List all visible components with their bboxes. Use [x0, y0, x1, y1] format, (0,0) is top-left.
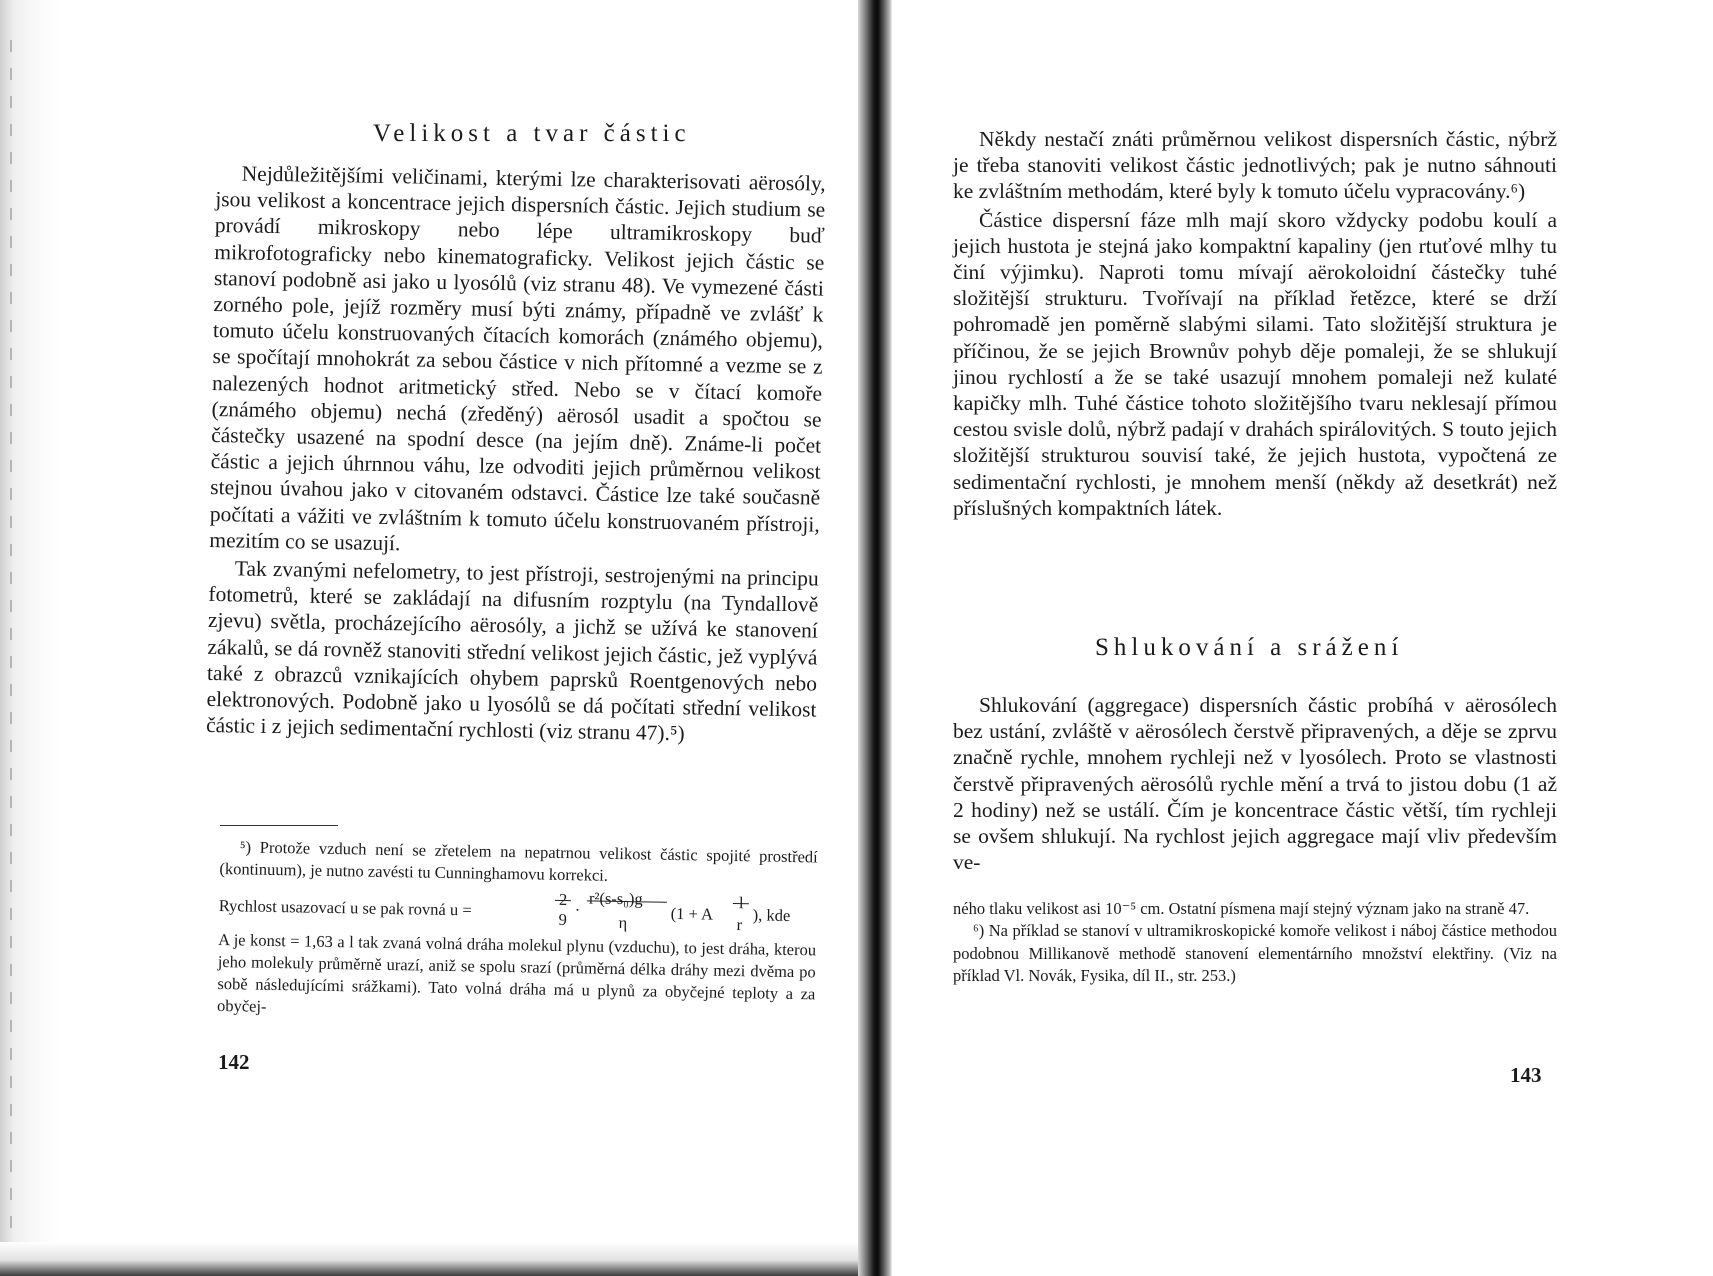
formula-tail: ), kde: [752, 904, 791, 925]
footnote-rule: [220, 825, 338, 826]
footnote-5-part-1: ⁵) Protože vzduch není se zřetelem na nepatrnou velikost částic spojité prostředí (kontinuum), je nutno zavésti tu Cunninghamovu korrekci.: [219, 837, 818, 886]
footnote-6: ⁶) Na příklad se stanoví v ultramikroskopické komoře velikost i náboj částice methodou podobnou Millikanově methodě stanovení elementárního množství elektřiny. (Viz na příklad Vl. Novák, Fysika, díl II., str. 253.): [953, 921, 1557, 985]
left-body-text: [206, 160, 826, 749]
formula-l-bar: [733, 903, 749, 904]
right-paragraph-1: Někdy nestačí znáti průměrnou velikost dispersních částic, nýbrž je třeba stanoviti velikost částic jednotlivých; pak je nutno sáhnouti ke zvláštním methodám, které byly k tomuto účelu vypracovány.⁶): [953, 127, 1557, 204]
page-number-left: 142: [218, 1050, 250, 1074]
formula-lead: Rychlost usazovací u se pak rovná u =: [218, 895, 472, 919]
right-paragraph-3: Shlukování (aggregace) dispersních částic probíhá v aërosólech bez ustání, zvláště v aërosólech čerstvě připravených, a děje se zprvu značně rychle, mnohem rychleji než v lyosólech. Proto se vlastnosti čerstvě připravených aërosólů rychle mění a trvá to jistou dobu (1 až 2 hodiny) než se ustálí. Čím je koncentrace částic větší, tím rychleji se ovšem shlukují. Na rychlost jejich aggregace mají vliv především ve-: [953, 693, 1557, 875]
left-paragraph-1: Nejdůležitějšími veličinami, kterými lze charakterisovati aërosóly, jsou velikost a koncentrace jejich dispersních částic. Jejich studium se provádí mikroskopy nebo lépe ultramikroskopy buď mikrofotograficky nebo kinematograficky. Velikost jejich částic se stanoví podobně asi jako u lyosólů (viz stranu 48). Ve vymezené části zorného pole, jejíž rozměry musí býti známy, případně ve zvlášť k tomuto účelu konstruovaných čítacích komorách (známého objemu), se spočítají mnohokrát za sebou částice v nich přítomné a vezme se z nalezených hodnot aritmetický střed. Nebo se v čítací komoře (známého objemu) nechá (zředěný) aërosól usadit a spočtou se částečky usazené na spodní desce (na jejím dně). Známe-li počet částic a jejich úhrnnou váhu, lze odvoditi jejich průměrnou velikost stejnou úvahou jako v citovaném odstavci. Částice lze také současně počítati a vážiti ve zvláštním k tomuto účelu konstruovaném přístroji, mezitím co se usazují.: [209, 161, 826, 556]
page-number-right: 143: [1510, 1063, 1542, 1087]
left-paragraph-2: Tak zvanými nefelometry, to jest přístroji, sestrojenými na principu fotometrů, které se zakládají na difusním rozptylu (na Tyndallově zjevu) světla, procházejícího aërosóly, a jichž se užívá ke stanovení zákalů, se dá rovněž stanoviti střední velikost jejich částic, jež vyplývá také z obrazců vznikajících ohybem paprsků Roentgenových nebo elektronových. Podobně jako u lyosólů se dá počítati střední velikost částic i z jejich sedimentační rychlosti (viz stranu 47).⁵): [205, 556, 819, 746]
footnote-5-continuation: ného tlaku velikost asi 10⁻⁵ cm. Ostatní písmena mají stejný význam jako na straně 47.: [953, 899, 1530, 918]
formula-parenthesis: (1 + A: [670, 903, 714, 924]
formula-fraction-numerator: 2: [558, 889, 568, 909]
right-page: [880, 0, 1713, 1276]
formula-numerator: r²(s-s₀)g: [588, 888, 643, 908]
section-heading-shlukovani: Shlukování a srážení: [1095, 634, 1404, 661]
right-body-text-bottom: [953, 692, 1557, 875]
book-gutter: [858, 0, 892, 1276]
formula-l-denominator: r: [736, 914, 743, 934]
section-heading-velikost: Velikost a tvar částic: [373, 120, 691, 147]
right-footnotes: [953, 898, 1557, 987]
footnote-5-part-2: A je konst = 1,63 a l tak zvaná volná dráha molekul plynu (vzduchu), to jest dráha, kterou jeho molekuly průměrně urazí, aniž se spolu srazí (průměrná délka dráhy mezi dvěma po sobě následujícími srážkami). Tato volná dráha má u plynů za obyčejné teploty a za obyčej-: [216, 929, 817, 1017]
formula-fraction-bar: [555, 899, 571, 900]
formula-dot: ·: [574, 899, 581, 919]
formula-l-numerator: l: [738, 892, 744, 912]
right-body-text-top: [953, 126, 1557, 521]
page-edge-shadow: [0, 0, 60, 1276]
right-paragraph-2: Částice dispersní fáze mlh mají skoro vždycky podobu koulí a jejich hustota je stejná jako kompaktní kapaliny (jen rtuťové mlhy tu činí výjimku). Naproti tomu mívají aërokoloidní částečky tuhé složitější strukturu. Tvořívají na příklad řetězce, které se drží pohromadě jen poměrně slabými silami. Tato složitější struktura je příčinou, že se jejich Brownův pohyb děje pomaleji, že se shlukují jinou rychlostí a že se také usazují mnohem pomaleji než kulaté kapičky mlh. Tuhé částice tohoto složitějšího tvaru neklesají přímou cestou svisle dolů, nýbrž padají v drahách spirálovitých. S touto jejich složitější strukturou souvisí také, že jejich hustota, vypočtená ze sedimentační rychlosti, je mnohem menší (někdy až desetkrát) než příslušných kompaktních látek.: [953, 207, 1557, 520]
left-footnotes: [217, 836, 818, 1028]
formula-denominator: η: [618, 912, 628, 932]
page-bottom-edge: [0, 1242, 868, 1276]
formula-fraction-denominator: 9: [558, 909, 568, 929]
